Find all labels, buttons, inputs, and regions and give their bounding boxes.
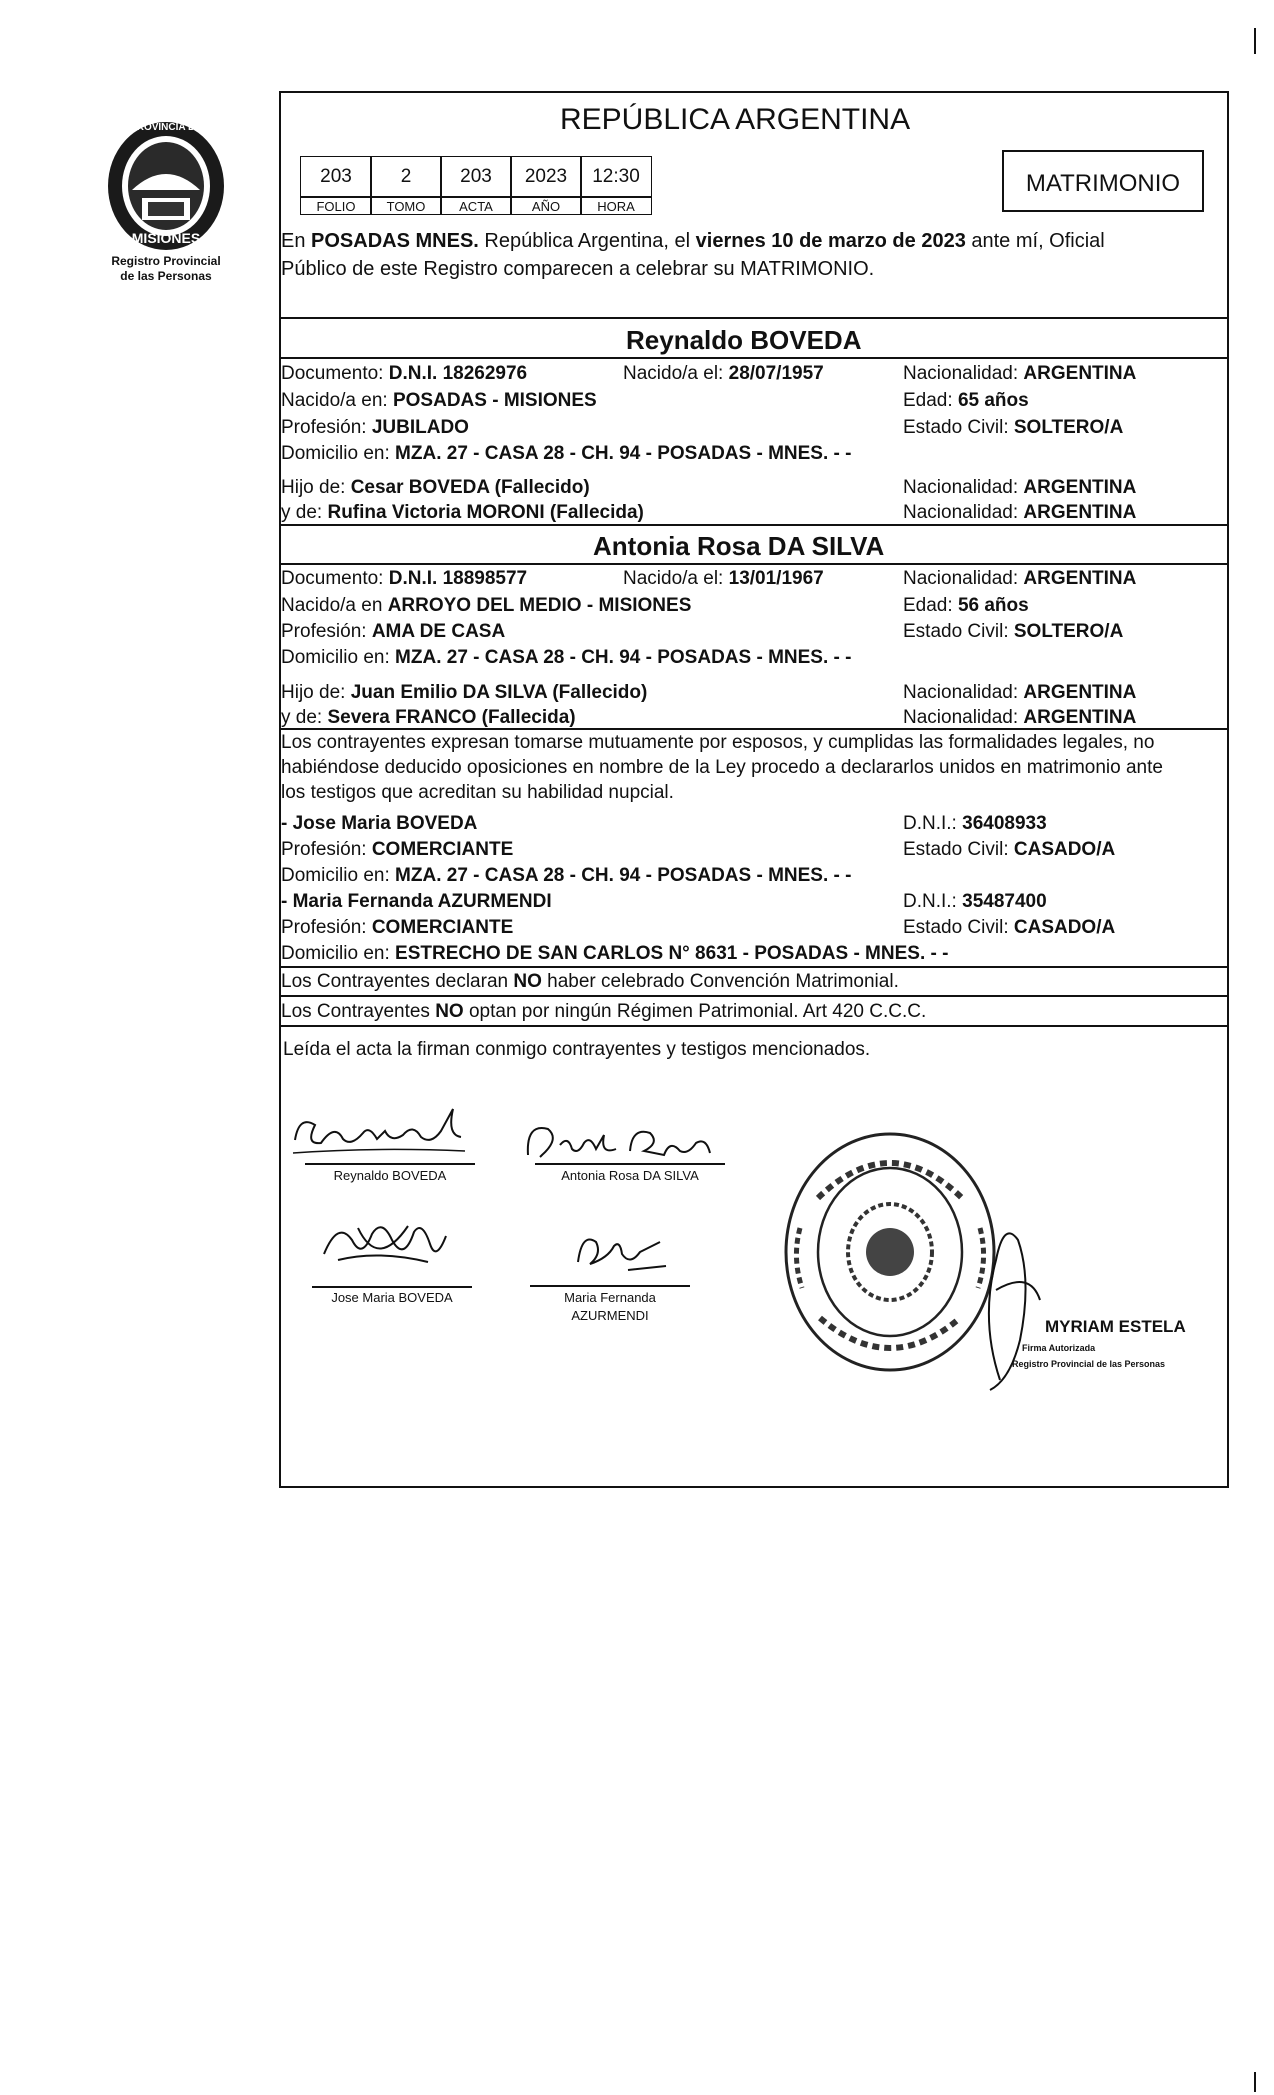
regime-line-2: Los Contrayentes NO optan por ningún Régimen Patrimonial. Art 420 C.C.C. <box>281 1001 927 1022</box>
tomo-value: 2 <box>400 166 412 187</box>
spouse2-born: Nacido/a el: 13/01/1967 <box>623 568 824 589</box>
signature-line <box>535 1163 725 1165</box>
spouse2-birthplace: Nacido/a en ARROYO DEL MEDIO - MISIONES <box>281 595 692 616</box>
witness1-prof: Profesión: COMERCIANTE <box>281 839 514 860</box>
spouse2-mother: y de: Severa FRANCO (Fallecida) <box>281 707 576 728</box>
signature-line <box>530 1285 690 1287</box>
margin-mark <box>1254 28 1256 54</box>
label-anio: AÑO <box>510 196 582 215</box>
signature-jose-maria <box>318 1210 458 1280</box>
divider <box>279 563 1229 565</box>
spouse1-birthplace: Nacido/a en: POSADAS - MISIONES <box>281 390 597 411</box>
spouse1-civil: Estado Civil: SOLTERO/A <box>903 417 1124 438</box>
spouse1-prof: Profesión: JUBILADO <box>281 417 469 438</box>
cell-tomo <box>370 156 442 198</box>
spouse2-father-nat: Nacionalidad: ARGENTINA <box>903 682 1137 703</box>
witness1-civil: Estado Civil: CASADO/A <box>903 839 1116 860</box>
logo-caption-1: Registro Provincial <box>111 254 221 268</box>
official-signature <box>960 1200 1050 1400</box>
record-type-box <box>1002 150 1204 212</box>
signature-line <box>312 1286 472 1288</box>
signature-line <box>305 1163 475 1165</box>
cell-acta <box>440 156 512 198</box>
folio-value: 203 <box>320 166 352 187</box>
witness2-addr: Domicilio en: ESTRECHO DE SAN CARLOS N° 8631 - POSADAS - MNES. - - <box>281 943 949 964</box>
witness1-name: - Jose Maria BOVEDA <box>281 813 478 834</box>
seal-bottom-text: MISIONES <box>131 230 201 246</box>
witness1-addr: Domicilio en: MZA. 27 - CASA 28 - CH. 94 - POSADAS - MNES. - - <box>281 865 852 886</box>
intro-date: viernes 10 de marzo de 2023 <box>695 230 966 252</box>
official-name: MYRIAM ESTELA <box>1045 1317 1186 1336</box>
cell-anio <box>510 156 582 198</box>
signature-caption-reynaldo: Reynaldo BOVEDA <box>333 1168 447 1183</box>
declaration-line-2: habiéndose deducido oposiciones en nombre de la Ley procedo a declararlos unidos en matrimonio ante <box>281 757 1163 778</box>
spouse1-age: Edad: 65 años <box>903 390 1029 411</box>
signature-antonia <box>520 1115 730 1165</box>
spouse1-born: Nacido/a el: 28/07/1957 <box>623 363 824 384</box>
signature-caption-maria-fernanda-1: Maria Fernanda <box>564 1290 656 1305</box>
witness2-civil: Estado Civil: CASADO/A <box>903 917 1116 938</box>
intro-line-2: Público de este Registro comparecen a celebrar su MATRIMONIO. <box>281 258 875 280</box>
signature-caption-jose-maria: Jose Maria BOVEDA <box>331 1290 453 1305</box>
spouse2-addr: Domicilio en: MZA. 27 - CASA 28 - CH. 94 - POSADAS - MNES. - - <box>281 647 852 668</box>
divider <box>279 995 1229 997</box>
signature-caption-antonia: Antonia Rosa DA SILVA <box>561 1168 699 1183</box>
spouse2-nat: Nacionalidad: ARGENTINA <box>903 568 1137 589</box>
spouse1-mother: y de: Rufina Victoria MORONI (Fallecida) <box>281 502 644 523</box>
label-tomo: TOMO <box>370 196 442 215</box>
signature-caption-maria-fernanda-2: AZURMENDI <box>571 1308 649 1323</box>
acta-value: 203 <box>460 166 492 187</box>
label-hora: HORA <box>580 196 652 215</box>
spouse2-prof: Profesión: AMA DE CASA <box>281 621 506 642</box>
intro-line-1: En POSADAS MNES. República Argentina, el viernes 10 de marzo de 2023 ante mí, Oficial <box>281 230 1105 252</box>
logo-caption-2: de las Personas <box>120 269 212 283</box>
spouse2-doc: Documento: D.N.I. 18898577 <box>281 568 528 589</box>
spouse2-mother-nat: Nacionalidad: ARGENTINA <box>903 707 1137 728</box>
spouse2-age: Edad: 56 años <box>903 595 1029 616</box>
spouse1-mother-nat: Nacionalidad: ARGENTINA <box>903 502 1137 523</box>
spouse2-name: Antonia Rosa DA SILVA <box>593 531 885 561</box>
anio-value: 2023 <box>524 166 568 187</box>
spouse1-father-nat: Nacionalidad: ARGENTINA <box>903 477 1137 498</box>
hora-value: 12:30 <box>592 166 640 187</box>
cell-folio <box>300 156 372 198</box>
spouse1-father: Hijo de: Cesar BOVEDA (Fallecido) <box>281 477 590 498</box>
spouse2-civil: Estado Civil: SOLTERO/A <box>903 621 1124 642</box>
divider <box>279 357 1229 359</box>
official-office: Registro Provincial de las Personas <box>1012 1359 1166 1369</box>
declaration-line-1: Los contrayentes expresan tomarse mutuamente por esposos, y cumplidas las formalidades legales, no <box>281 732 1155 753</box>
seal-top-text: PROVINCIA DE <box>130 122 202 133</box>
declaration-line-3: los testigos que acreditan su habilidad nupcial. <box>281 782 674 803</box>
divider <box>279 728 1229 730</box>
signature-reynaldo <box>285 1095 475 1165</box>
spouse1-name: Reynaldo BOVEDA <box>626 325 862 355</box>
witness2-dni: D.N.I.: 35487400 <box>903 891 1047 912</box>
signature-maria-fernanda <box>568 1222 678 1282</box>
regime-line-1: Los Contrayentes declaran NO haber celebrado Convención Matrimonial. <box>281 971 899 992</box>
spouse2-father: Hijo de: Juan Emilio DA SILVA (Fallecido) <box>281 682 648 703</box>
witness1-dni: D.N.I.: 36408933 <box>903 813 1047 834</box>
registry-logo <box>104 118 228 254</box>
witness2-name: - Maria Fernanda AZURMENDI <box>281 891 552 912</box>
spouse1-nat: Nacionalidad: ARGENTINA <box>903 363 1137 384</box>
margin-mark <box>1254 2072 1256 2092</box>
divider <box>279 524 1229 526</box>
country-title: REPÚBLICA ARGENTINA <box>560 103 911 136</box>
divider <box>279 1025 1229 1027</box>
spouse1-addr: Domicilio en: MZA. 27 - CASA 28 - CH. 94 - POSADAS - MNES. - - <box>281 443 852 464</box>
official-role: Firma Autorizada <box>1022 1343 1096 1353</box>
intro-place: POSADAS MNES. <box>311 230 479 252</box>
divider <box>279 317 1229 319</box>
spouse1-doc: Documento: D.N.I. 18262976 <box>281 363 528 384</box>
record-type: MATRIMONIO <box>1025 170 1181 197</box>
witness2-prof: Profesión: COMERCIANTE <box>281 917 514 938</box>
closing-text: Leída el acta la firman conmigo contrayentes y testigos mencionados. <box>283 1039 871 1060</box>
divider <box>279 966 1229 968</box>
cell-hora <box>580 156 652 198</box>
label-acta: ACTA <box>440 196 512 215</box>
label-folio: FOLIO <box>300 196 372 215</box>
